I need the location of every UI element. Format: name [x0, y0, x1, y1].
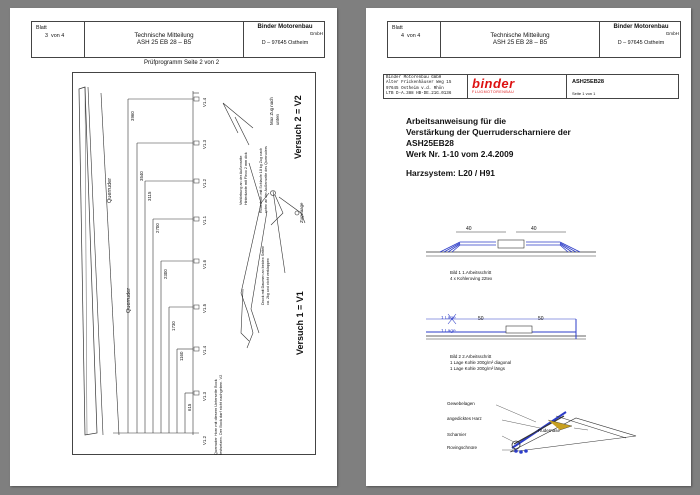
sheet-of: von	[51, 33, 60, 40]
letterhead-line: Alter Frickenhäuser Weg 15	[386, 81, 452, 86]
fig1-dim-right: 40	[531, 226, 537, 232]
instruction-title	[406, 116, 571, 179]
station-label: V1.3	[202, 391, 207, 401]
wing-test-diagram	[73, 73, 317, 456]
binder-logo-sub: FLUGMOTORENBAU	[472, 90, 515, 94]
title-cell	[85, 22, 244, 57]
title-line: Werk Nr. 1-10 vom 2.4.2009	[406, 148, 514, 159]
ruderhorn-note: Ruderhorn mit Schlaufe 18 kg Zug nach unten an der Außenseite des Querruders	[259, 146, 268, 213]
measurement-lines	[113, 91, 199, 435]
program-subtitle: Prüfprogramm Seite 2 von 2	[144, 60, 220, 66]
measure-3960: 3960	[130, 111, 135, 121]
title-cell	[441, 22, 600, 57]
sheet-number: 4	[401, 33, 404, 40]
doc-type: Technische Mitteilung	[134, 32, 194, 39]
company-cell	[244, 22, 326, 57]
station-label: V1.3	[202, 139, 207, 149]
sheet-number: 3	[45, 33, 48, 40]
station-label: V1.6	[202, 259, 207, 269]
doc-id: ASH 25 EB 28 – B5	[136, 39, 192, 47]
station-label: V1.4	[202, 345, 207, 355]
measure-2700: 2700	[155, 223, 160, 233]
figure-3-diagram	[496, 396, 646, 456]
measure-615: 615	[187, 403, 192, 411]
station-label: V1.4	[202, 97, 207, 107]
measure-1730: 1730	[171, 321, 176, 331]
binder-logo: binder	[472, 76, 515, 91]
caption-line: 1 Lage Kohle 200g/m² diagonal	[450, 359, 512, 365]
verklebung-note: Verklebung an der Außenseite Hinterkante mit Flexo 2 mm dick	[239, 152, 248, 205]
doc-ref: ASH25EB28	[572, 79, 605, 85]
sheet-of: von	[407, 33, 416, 40]
hinge-block	[498, 240, 524, 248]
letterhead-address	[384, 75, 468, 98]
measure-3115: 3115	[147, 191, 152, 201]
sheet-total: 4	[417, 33, 421, 40]
bock-note: Querruder Horn mit diesem Unterseite Bock festsetzen. Der Bock darf nicht nachgeben. V2	[213, 374, 224, 455]
druck-note: Druck mit Daumen an beiden Seiten ca. 2kg und nicht verklappen	[261, 245, 270, 305]
figure-1-diagram	[426, 226, 596, 266]
page-4	[366, 8, 691, 486]
measure-3540: 3540	[139, 171, 144, 181]
querruder-label: Querruder	[126, 287, 132, 313]
wing-outline	[79, 87, 97, 435]
figure-1-caption	[450, 270, 492, 282]
sheet-ref: Seite 1 von 1	[572, 91, 596, 96]
sheet-total: 4	[61, 33, 65, 40]
scharnier-label: Scharnier	[447, 432, 467, 437]
measure-2300: 2300	[163, 269, 168, 279]
querruder-label: Querruder	[107, 177, 113, 203]
versuch-2-label: Versuch 2 = V2	[293, 95, 303, 159]
test-drawing	[72, 72, 316, 455]
caption-line: Bild 1 1.Arbeitsschritt	[450, 270, 492, 275]
rovingschnuere-label: Rovingschnüre	[447, 445, 478, 450]
caption-line: 1 Lage Kohle 200g/m² längs	[450, 365, 505, 371]
sheet-cell	[32, 22, 85, 57]
roving-strand	[519, 450, 523, 454]
harz-label: angedicktes Harz	[447, 416, 482, 421]
doc-id: ASH 25 EB 28 – B5	[492, 39, 548, 47]
title-line: Verstärkung der Querruderscharniere der	[406, 126, 571, 137]
sheet-cell	[388, 22, 441, 57]
caption-line: Bild 2 2.Arbeitsschritt	[450, 354, 492, 359]
roving-strand	[514, 449, 518, 453]
company-address: D – 97645 Ostheim	[261, 39, 309, 46]
station-label: V1.2	[202, 178, 207, 188]
resin-system: Harzsystem: L20 / H91	[406, 167, 495, 178]
max-zug-note: Max Zug nach unten	[269, 97, 280, 125]
page-header	[387, 21, 681, 58]
station-label: V1.5	[202, 303, 207, 313]
roving-strand	[524, 449, 528, 453]
letterhead-line: LTB D-A.388 HB-DE.21G.0136	[386, 91, 452, 96]
roving-fan-left	[440, 242, 496, 252]
layer-label-long: 1 Lage	[441, 329, 456, 334]
station-label: V1.2	[202, 435, 207, 445]
letterhead-line: Binder Motorenbau GmbH	[386, 76, 442, 80]
hinge-block	[506, 326, 532, 333]
doc-type: Technische Mitteilung	[490, 32, 550, 39]
company-suffix: GmbH	[309, 31, 323, 37]
company-address: D – 97645 Ostheim	[617, 39, 665, 46]
aileron-trailing-edge	[101, 93, 119, 435]
logo-cell	[468, 75, 567, 98]
caption-line: 4 x Kohleroving 22tex	[450, 275, 493, 281]
sheet-label: Blatt	[392, 25, 403, 31]
fig2-dim-left: 50	[478, 316, 484, 322]
fig2-dim-right: 50	[538, 316, 544, 322]
layer-label-diagonal: 1 Lage	[441, 316, 456, 321]
fig1-dim-left: 40	[466, 226, 472, 232]
station-label: V1.1	[202, 215, 207, 225]
rudernase-label: Rudernase	[538, 428, 561, 433]
figure-2-caption	[450, 354, 511, 372]
title-line: Arbeitsanweisung für die	[406, 116, 507, 126]
figure-2-diagram	[426, 306, 586, 346]
gewebelagen-label: Gewebelagen	[447, 401, 475, 406]
company-name: Binder Motorenbau	[613, 24, 669, 30]
roving-fan-right	[526, 242, 580, 252]
sheet-label: Blatt	[36, 25, 47, 31]
zugwaage-label: Zugwaage	[299, 202, 304, 223]
letterhead-table	[383, 74, 679, 99]
versuch-1-label: Versuch 1 = V1	[295, 291, 305, 355]
company-suffix: GmbH	[665, 31, 679, 37]
page-3	[10, 8, 337, 486]
title-line: ASH25EB28	[406, 137, 454, 148]
station-marks	[194, 97, 199, 395]
company-name: Binder Motorenbau	[257, 24, 313, 30]
page-header	[31, 21, 325, 58]
letterhead-line: 97645 Ostheim v.d. Rhön	[386, 86, 444, 91]
measure-1160: 1160	[179, 351, 184, 361]
ref-cell	[567, 75, 680, 98]
company-cell	[600, 22, 682, 57]
